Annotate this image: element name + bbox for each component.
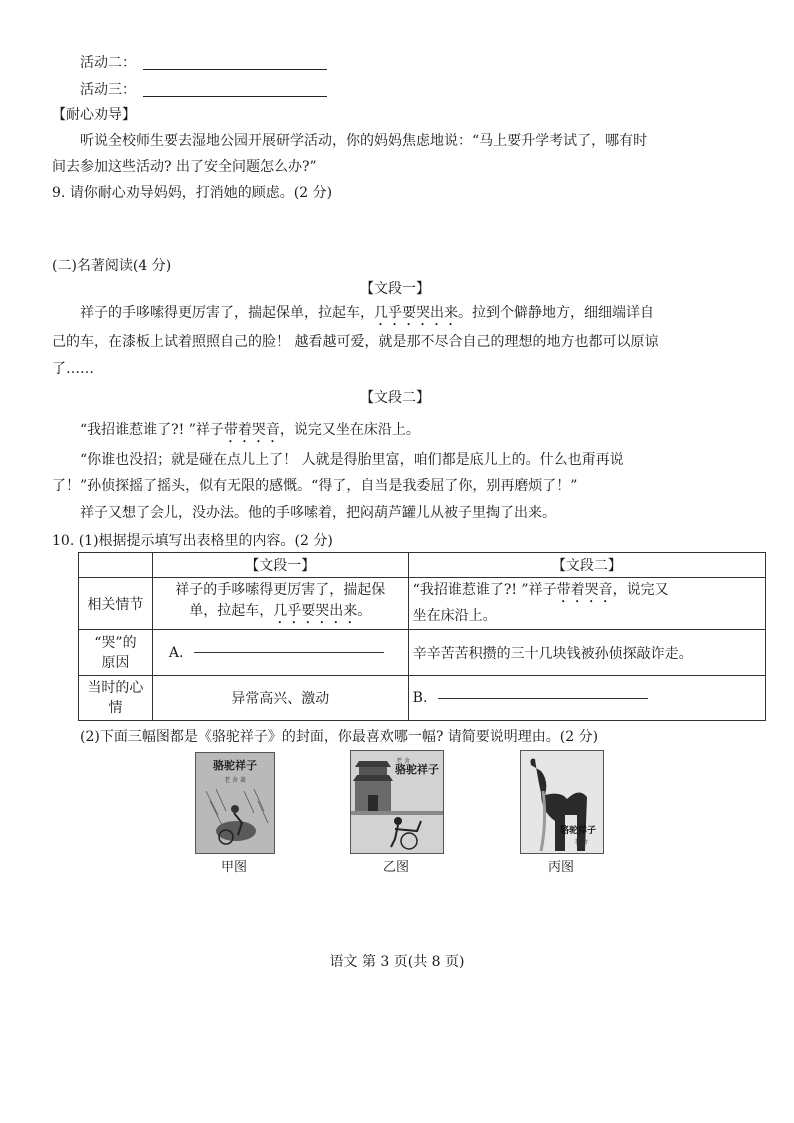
segment-2-paragraph-1: [80, 419, 420, 446]
segment-2-emphasis: 带着哭音: [223, 422, 280, 438]
persuade-heading: 【耐心劝导】: [52, 107, 136, 123]
cover-jia-title: 骆驼祥子: [213, 759, 257, 772]
table-cell-plot-seg1: [152, 578, 408, 630]
segment-2-paragraph-2-line2: 了！”孙侦探摇了摇头，似有无限的感慨。“得了，自当是我委屈了你，别再磨烦了！”: [52, 478, 578, 494]
section-title-classics: (二)名著阅读(4 分): [52, 258, 172, 274]
table-header-seg1: 【文段一】: [152, 553, 408, 578]
mood-label-line1: 当时的心: [87, 680, 144, 696]
answer-b-label: B.: [412, 690, 428, 706]
table-corner-cell: [79, 553, 153, 578]
segment-2-paragraph-3: 祥子又想了会儿，没办法。他的手哆嗦着，把闷葫芦罐儿从被子里掏了出来。: [80, 505, 556, 521]
table-row-label-plot: 相关情节: [79, 578, 153, 630]
question-10-part2: (2)下面三幅图都是《骆驼祥子》的封面，你最喜欢哪一幅? 请简要说明理由。(2 分): [80, 729, 599, 745]
question-10-part1: 10. (1)根据提示填写出表格里的内容。(2 分): [52, 533, 333, 549]
activity-3-label: 活动三：: [80, 82, 136, 98]
persuade-paragraph-line1: 听说全校师生要去湿地公园开展研学活动，你的妈妈焦虑地说：“马上要升学考试了，哪有时: [80, 133, 648, 149]
cover-jia-caption: 甲图: [220, 860, 247, 875]
cover-yi-title: 骆驼祥子: [395, 763, 439, 776]
plot-seg2-emphasis: 带着哭音: [556, 582, 613, 598]
segment-1-emphasis: 几乎要哭出来: [374, 305, 458, 321]
answer-a-blank[interactable]: [194, 652, 384, 653]
reason-label-line1: “哭”的: [94, 634, 137, 651]
persuade-paragraph-line2: 间去参加这些活动? 出了安全问题怎么办?”: [52, 159, 317, 175]
activity-2-label: 活动二：: [80, 55, 136, 71]
activity-3-answer-line[interactable]: [143, 96, 327, 97]
table-row-label-reason: [79, 630, 153, 676]
segment-2-paragraph-2-line1: “你谁也没招；就是碰在点儿上了！ 人就是得胎里富，咱们都是底儿上的。什么也甭再说: [80, 452, 624, 468]
segment-2-title: 【文段二】: [360, 390, 430, 406]
segment-1-line2: 己的车，在漆板上试着照照自己的脸！ 越看越可爱，就是那不尽合自己的理想的地方也都可以原谅: [52, 334, 659, 350]
table-cell-mood-seg1: 异常高兴、激动: [152, 676, 408, 721]
page-footer: 语文 第 3 页(共 8 页): [329, 954, 465, 970]
table-cell-plot-seg2: [408, 578, 765, 630]
cover-bing-title: 骆驼祥子: [559, 826, 597, 836]
plot-seg2-line1-post: ，说完又: [612, 582, 669, 598]
cover-bing-image[interactable]: [520, 750, 604, 854]
reason-label-line2: 原因: [101, 654, 130, 671]
plot-seg1-line1: 祥子的手哆嗦得更厉害了，揣起保: [175, 582, 386, 598]
cover-bing-author: 老 舍: [574, 839, 588, 846]
table-cell-reason-seg1[interactable]: [152, 630, 408, 676]
cover-bing-caption: 丙图: [547, 860, 574, 875]
plot-seg1-line2-post: 。: [357, 603, 372, 619]
table-cell-reason-seg2: 辛辛苦苦积攒的三十几块钱被孙侦探敲诈走。: [408, 630, 765, 676]
plot-seg2-line1-pre: “我招谁惹谁了?! ”祥子: [412, 582, 557, 598]
table-row-label-mood: [79, 676, 153, 721]
plot-seg1-line2-pre: 单，拉起车，: [189, 603, 274, 619]
segment-1-line1: [80, 302, 654, 329]
cover-jia-image[interactable]: [195, 752, 275, 854]
cover-yi-caption: 乙图: [382, 860, 409, 875]
cover-yi-image[interactable]: [350, 750, 444, 854]
plot-seg1-line2: [157, 601, 404, 627]
table-cell-mood-seg2[interactable]: [408, 676, 765, 721]
mood-label-line2: 情: [108, 700, 123, 716]
answer-b-blank[interactable]: [438, 698, 648, 699]
segment-1-line1-pre: 祥子的手哆嗦得更厉害了，揣起保单，拉起车，: [80, 305, 374, 321]
answer-a-label: A.: [168, 644, 184, 661]
segment-1-title: 【文段一】: [360, 281, 430, 297]
info-table: [78, 552, 766, 721]
segment-2-p1-post: ，说完又坐在床沿上。: [279, 422, 420, 438]
segment-1-line1-post: 。拉到个僻静地方，细细端详自: [458, 305, 654, 321]
plot-seg1-emphasis: 几乎要哭出来: [273, 603, 358, 619]
cover-jia-author: 老 舍 著: [224, 777, 246, 784]
question-9: 9. 请你耐心劝导妈妈，打消她的顾虑。(2 分): [52, 185, 333, 201]
plot-seg2-line2: 坐在床沿上。: [412, 608, 497, 624]
segment-1-line3: 了……: [52, 361, 94, 377]
segment-2-p1-pre: “我招谁惹谁了?! ”祥子: [80, 422, 224, 438]
plot-seg2-line1: [413, 580, 761, 606]
cover-yi-author: 老 舍: [396, 758, 410, 765]
table-header-seg2: 【文段二】: [408, 553, 765, 578]
activity-2-answer-line[interactable]: [143, 69, 327, 70]
